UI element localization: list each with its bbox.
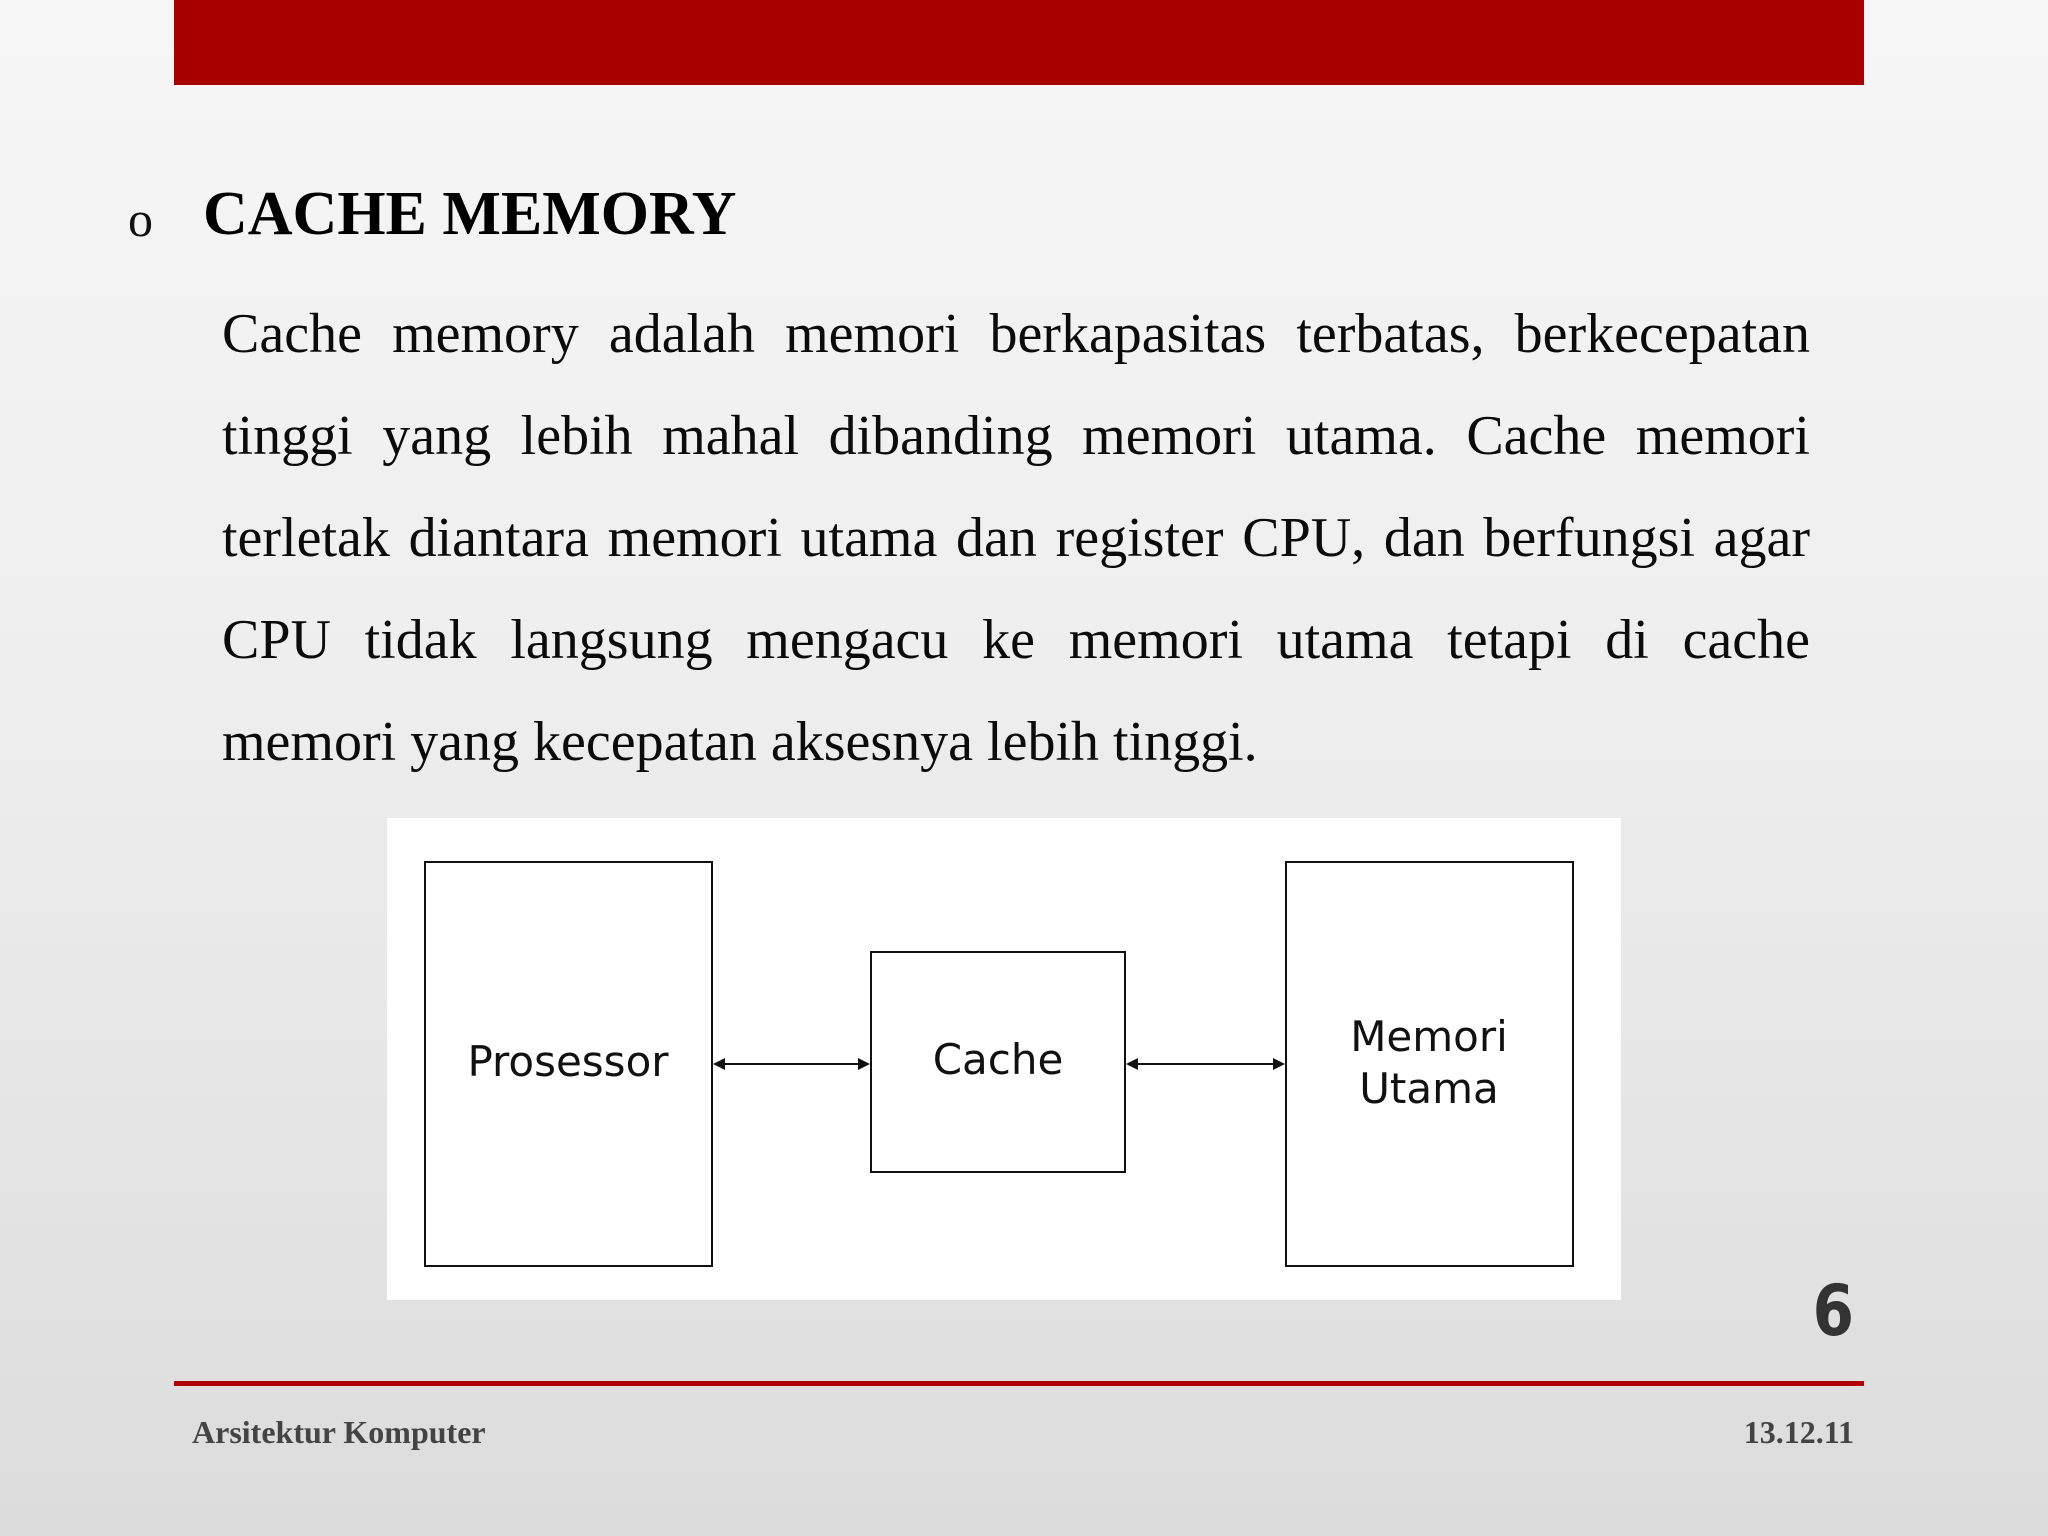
cache-label: Cache: [932, 1035, 1064, 1084]
main-memory-label-line2: Utama: [1359, 1064, 1499, 1113]
footer-divider: [174, 1381, 1864, 1386]
page-number: 6: [1812, 1270, 1854, 1352]
body-paragraph: Cache memory adalah memori berkapasitas terbatas, berkecepatan tinggi yang lebih mahal dibanding memori utama. Cache memori terletak diantara memori utama dan register CPU, dan berfungsi agar CPU tidak langsung mengacu ke memori utama tetapi di cache memori yang kecepatan aksesnya lebih tinggi.: [222, 303, 1810, 773]
slide-title: CACHE MEMORY: [203, 180, 737, 248]
top-accent-bar: [174, 0, 1864, 85]
footer-course-title: Arsitektur Komputer: [192, 1414, 486, 1450]
processor-label: Prosessor: [467, 1037, 669, 1086]
footer-date: 13.12.11: [1743, 1414, 1854, 1450]
main-memory-label-line1: Memori: [1350, 1012, 1508, 1061]
bullet-icon: o: [128, 191, 153, 247]
cache-diagram: [387, 818, 1621, 1300]
